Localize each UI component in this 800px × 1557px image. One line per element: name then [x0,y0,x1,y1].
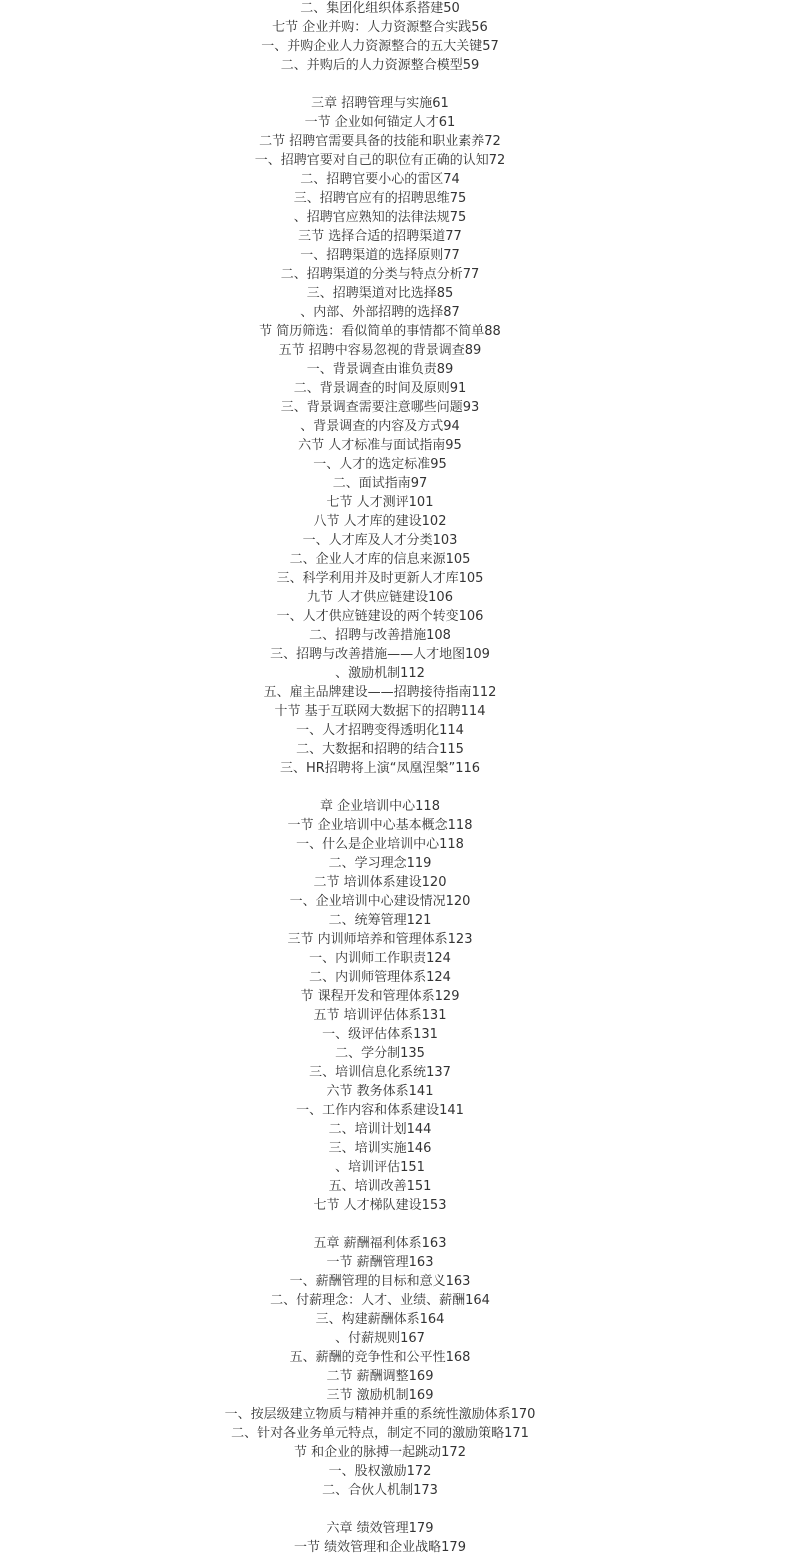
toc-entry: 一、企业培训中心建设情况120 [289,894,471,909]
toc-entry: 二、招聘官要小心的雷区74 [300,172,460,187]
toc-entry: 三、HR招聘将上演“凤凰涅槃”116 [279,761,481,776]
toc-entry: 一、内训师工作职责124 [309,951,451,966]
toc-entry: 三节 选择合适的招聘渠道77 [298,229,462,244]
toc-entry: 七节 人才梯队建设153 [313,1198,447,1213]
toc-entry: 五、培训改善151 [328,1179,432,1194]
toc-entry: 五、雇主品牌建设——招聘接待指南112 [263,685,497,700]
toc-entry: 三、培训实施146 [328,1141,432,1156]
toc-entry: 一、招聘渠道的选择原则77 [300,248,460,263]
toc-entry: 一、并购企业人力资源整合的五大关键57 [261,39,499,54]
toc-entry: 二、针对各业务单元特点，制定不同的激励策略171 [231,1426,529,1441]
toc-entry: 一、什么是企业培训中心118 [296,837,464,852]
toc-entry: 六节 教务体系141 [326,1084,434,1099]
toc-entry: 二、学习理念119 [328,856,432,871]
toc-entry: 二、付薪理念：人才、业绩、薪酬164 [270,1293,490,1308]
toc-entry: 三、招聘渠道对比选择85 [306,286,454,301]
toc-entry: 三、招聘官应有的招聘思维75 [293,191,467,206]
toc-entry: 一、股权激励172 [328,1464,432,1479]
toc-entry: 六章 绩效管理179 [326,1521,434,1536]
toc-entry: 三节 内训师培养和管理体系123 [287,932,473,947]
toc-entry: 二、并购后的人力资源整合模型59 [280,58,480,73]
toc-entry: 一、按层级建立物质与精神并重的系统性激励体系170 [224,1407,536,1422]
toc-entry: 二、企业人才库的信息来源105 [289,552,471,567]
section-spacer [0,1215,760,1234]
toc-entry: 二、大数据和招聘的结合115 [296,742,464,757]
toc-entry: 三、构建薪酬体系164 [315,1312,445,1327]
toc-entry: 二、学分制135 [335,1046,425,1061]
toc-entry: 二、面试指南97 [332,476,428,491]
toc-entry: 一、级评估体系131 [322,1027,438,1042]
toc-entry: 三、招聘与改善措施——人才地图109 [270,647,490,662]
toc-entry: 八节 人才库的建设102 [313,514,447,529]
toc-entry: 三节 激励机制169 [326,1388,434,1403]
toc-entry: 、付薪规则167 [335,1331,425,1346]
toc-entry: 五节 招聘中容易忽视的背景调查89 [278,343,482,358]
toc-entry: 十节 基于互联网大数据下的招聘114 [274,704,486,719]
toc-entry: 一、人才招聘变得透明化114 [296,723,464,738]
toc-entry: 一节 绩效管理和企业战略179 [294,1540,466,1555]
toc-entry: 二、招聘渠道的分类与特点分析77 [280,267,480,282]
toc-entry: 一、背景调查由谁负责89 [306,362,454,377]
toc-entry: 二、合伙人机制173 [322,1483,438,1498]
toc-entry: 三、科学利用并及时更新人才库105 [276,571,484,586]
section-spacer [0,778,760,797]
toc-entry: 一节 企业如何锚定人才61 [304,115,456,130]
toc-entry: 一、人才供应链建设的两个转变106 [276,609,484,624]
section-spacer [0,1500,760,1519]
toc-entry: 五章 薪酬福利体系163 [313,1236,447,1251]
toc-entry: 、背景调查的内容及方式94 [300,419,460,434]
toc-entry: 二节 招聘官需要具备的技能和职业素养72 [259,134,501,149]
toc-entry: 五节 培训评估体系131 [313,1008,447,1023]
toc-entry: 一、工作内容和体系建设141 [296,1103,464,1118]
toc-entry: 二、招聘与改善措施108 [309,628,451,643]
toc-entry: 一节 企业培训中心基本概念118 [287,818,473,833]
toc-entry: 六节 人才标准与面试指南95 [298,438,462,453]
toc-entry: 章 企业培训中心118 [320,799,440,814]
toc-entry: 二节 培训体系建设120 [313,875,447,890]
toc-entry: 节 和企业的脉搏一起跳动172 [294,1445,466,1460]
toc-entry: 、激励机制112 [335,666,425,681]
toc-entry: 三、背景调查需要注意哪些问题93 [280,400,480,415]
section-spacer [0,75,760,94]
toc-entry: 二、内训师管理体系124 [309,970,451,985]
toc-entry: 七节 企业并购：人力资源整合实践56 [272,20,488,35]
toc-entry: 二、集团化组织体系搭建50 [300,1,460,16]
toc-entry: 、内部、外部招聘的选择87 [300,305,460,320]
toc-entry: 一、招聘官要对自己的职位有正确的认知72 [254,153,506,168]
toc-entry: 二节 薪酬调整169 [326,1369,434,1384]
toc-entry: 一、人才的选定标准95 [313,457,447,472]
toc-entry: 二、统筹管理121 [328,913,432,928]
toc-entry: 九节 人才供应链建设106 [307,590,453,605]
toc-entry: 五、薪酬的竞争性和公平性168 [289,1350,471,1365]
toc-entry: 一节 薪酬管理163 [326,1255,434,1270]
toc-entry: 二、背景调查的时间及原则91 [293,381,467,396]
toc-entry: 三章 招聘管理与实施61 [311,96,449,111]
toc-entry: 、招聘官应熟知的法律法规75 [293,210,467,225]
toc-entry: 二、培训计划144 [328,1122,432,1137]
toc-entry: 一、人才库及人才分类103 [302,533,458,548]
toc-entry: 七节 人才测评101 [326,495,434,510]
toc-entry: 一、薪酬管理的目标和意义163 [289,1274,471,1289]
toc-entry: 节 课程开发和管理体系129 [300,989,460,1004]
toc-entry: 节 简历筛选：看似简单的事情都不简单88 [259,324,501,339]
toc-entry: 、培训评估151 [335,1160,425,1175]
toc-entry: 三、培训信息化系统137 [309,1065,451,1080]
